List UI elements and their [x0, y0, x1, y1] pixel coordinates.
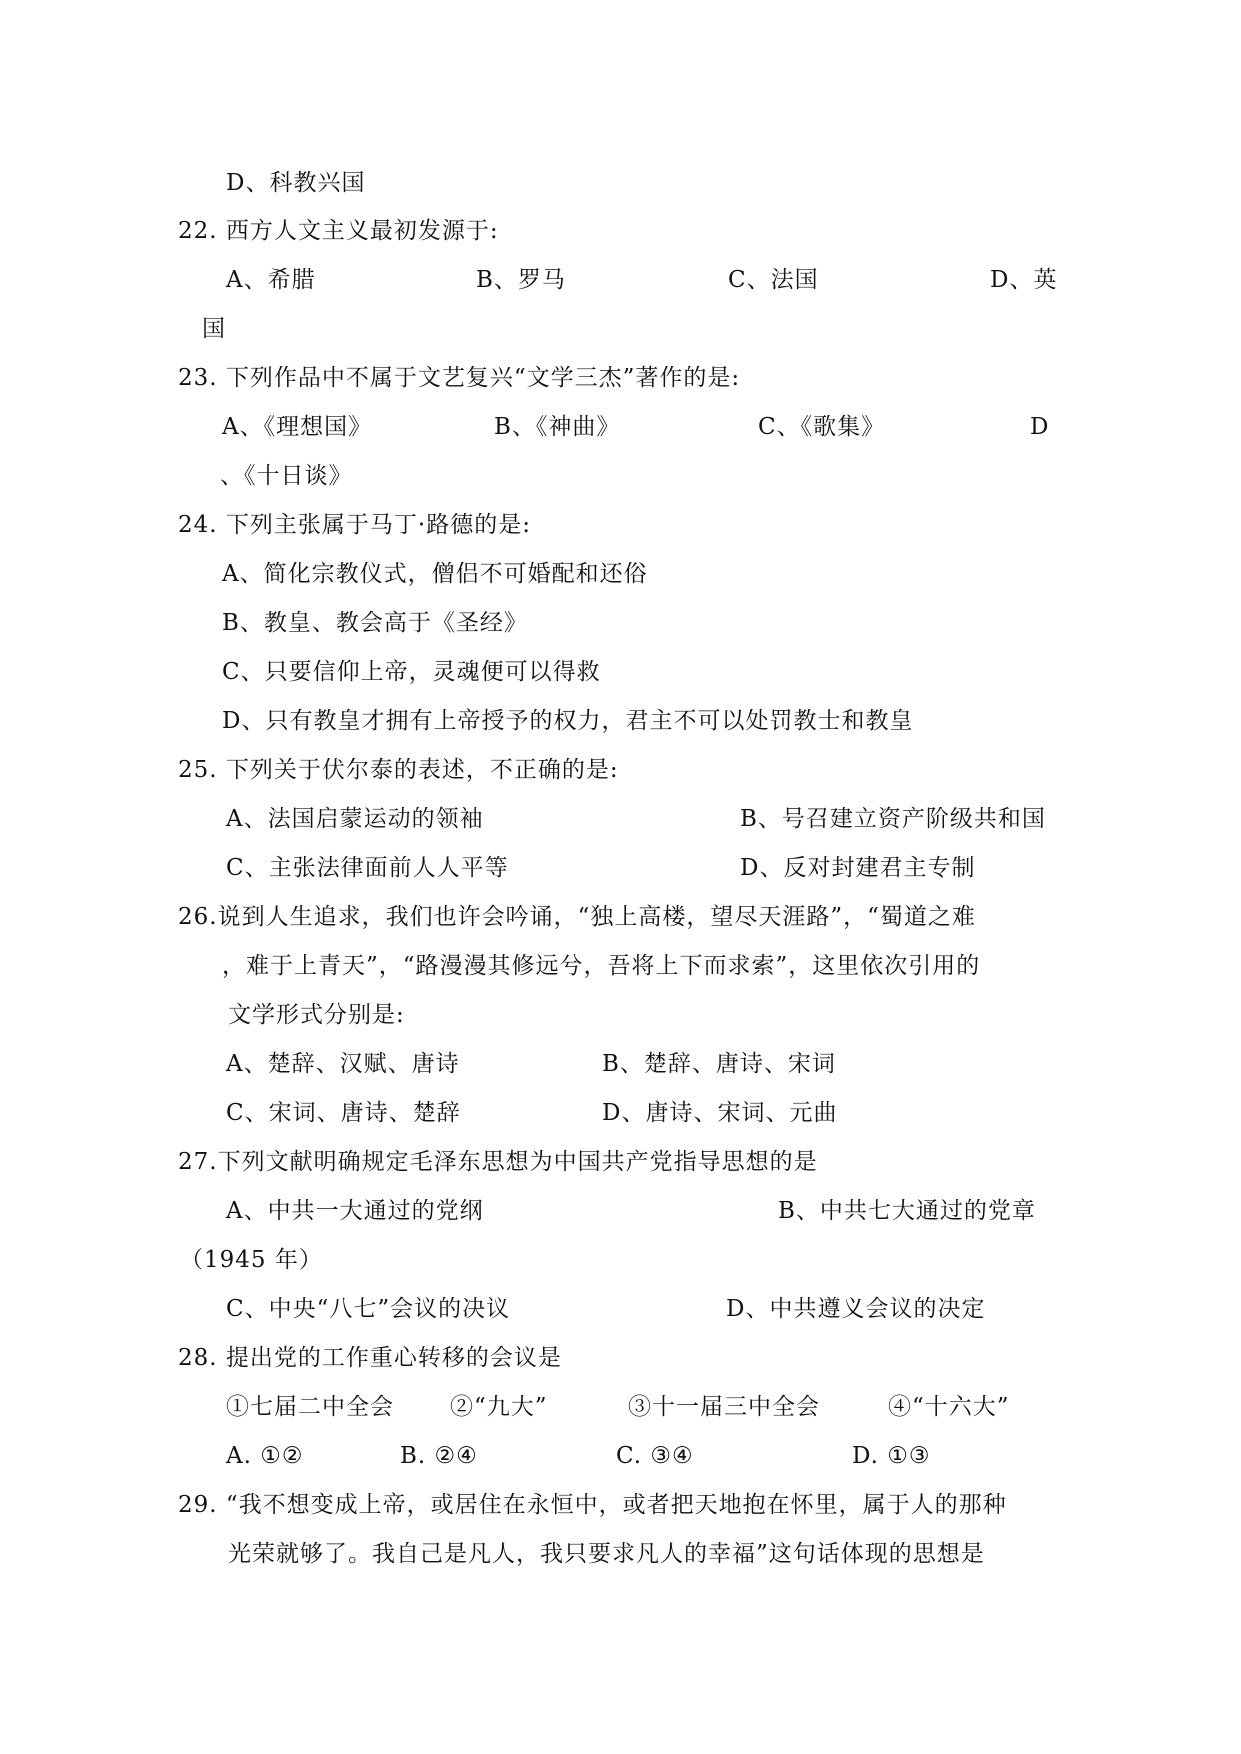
q25-option-a: A、法国启蒙运动的领袖	[226, 806, 484, 832]
q26-option-d: D、唐诗、宋词、元曲	[602, 1100, 838, 1126]
q22-option-b: B、罗马	[476, 267, 566, 293]
q22-stem: 22. 西方人文主义最初发源于:	[178, 218, 499, 244]
q26-option-b: B、楚辞、唐诗、宋词	[602, 1051, 836, 1077]
q25-option-d: D、反对封建君主专制	[740, 855, 976, 881]
q28-item-2: ②“九大”	[450, 1394, 548, 1420]
q24-option-a: A、简化宗教仪式，僧侣不可婚配和还俗	[222, 561, 648, 587]
q27-option-b: B、中共七大通过的党章	[778, 1198, 1036, 1224]
q27-option-d: D、中共遵义会议的决定	[726, 1296, 986, 1322]
q25-stem: 25. 下列关于伏尔泰的表述，不正确的是:	[178, 757, 619, 783]
q27-option-b-cont: （1945 年）	[180, 1247, 323, 1273]
q26-option-c: C、宋词、唐诗、楚辞	[226, 1100, 461, 1126]
q22-option-a: A、希腊	[226, 267, 316, 293]
q24-option-b: B、教皇、教会高于《圣经》	[222, 610, 528, 636]
q26-stem-line1: 26.说到人生追求，我们也许会吟诵，“独上高楼，望尽天涯路”，“蜀道之难	[178, 904, 976, 930]
q28-item-1: ①七届二中全会	[226, 1394, 394, 1420]
q26-stem-line2: ，难于上青天”，“路漫漫其修远兮，吾将上下而求索”，这里依次引用的	[222, 953, 981, 979]
q24-option-d: D、只有教皇才拥有上帝授予的权力，君主不可以处罚教士和教皇	[222, 708, 914, 734]
q25-option-b: B、号召建立资产阶级共和国	[740, 806, 1046, 832]
q22-option-d: D、英	[990, 267, 1058, 293]
q23-option-c: C、《歌集》	[758, 414, 886, 440]
q27-option-a: A、中共一大通过的党纲	[226, 1198, 484, 1224]
q28-stem: 28. 提出党的工作重心转移的会议是	[178, 1345, 562, 1371]
q29-stem-line2: 光荣就够了。我自己是凡人，我只要求凡人的幸福”这句话体现的思想是	[228, 1541, 985, 1567]
q26-option-a: A、楚辞、汉赋、唐诗	[226, 1051, 460, 1077]
q22-option-c: C、法国	[728, 267, 819, 293]
q23-option-b: B、《神曲》	[494, 414, 621, 440]
q29-stem-line1: 29. “我不想变成上帝，或居住在永恒中，或者把天地抱在怀里，属于人的那种	[178, 1492, 1007, 1518]
q23-option-a: A、《理想国》	[222, 414, 373, 440]
q26-stem-line3: 文学形式分别是:	[228, 1002, 405, 1028]
q24-option-c: C、只要信仰上帝，灵魂便可以得救	[222, 659, 601, 685]
q28-item-3: ③十一届三中全会	[628, 1394, 820, 1420]
q22-option-d-cont: 国	[202, 316, 226, 342]
q28-option-c: C. ③④	[616, 1443, 694, 1469]
q21-option-d: D、科教兴国	[226, 170, 366, 196]
q28-item-4: ④“十六大”	[888, 1394, 1010, 1420]
q27-option-c: C、中央“八七”会议的决议	[226, 1296, 511, 1322]
q28-option-d: D. ①③	[852, 1443, 931, 1469]
q23-option-d: D	[1030, 414, 1050, 440]
q25-option-c: C、主张法律面前人人平等	[226, 855, 509, 881]
q27-stem: 27.下列文献明确规定毛泽东思想为中国共产党指导思想的是	[178, 1149, 818, 1175]
q24-stem: 24. 下列主张属于马丁·路德的是:	[178, 512, 531, 538]
q28-option-a: A. ①②	[226, 1443, 304, 1469]
q23-stem: 23. 下列作品中不属于文艺复兴“文学三杰”著作的是:	[178, 365, 741, 391]
q28-option-b: B. ②④	[400, 1443, 478, 1469]
q23-option-d-cont: 、《十日谈》	[220, 463, 353, 489]
